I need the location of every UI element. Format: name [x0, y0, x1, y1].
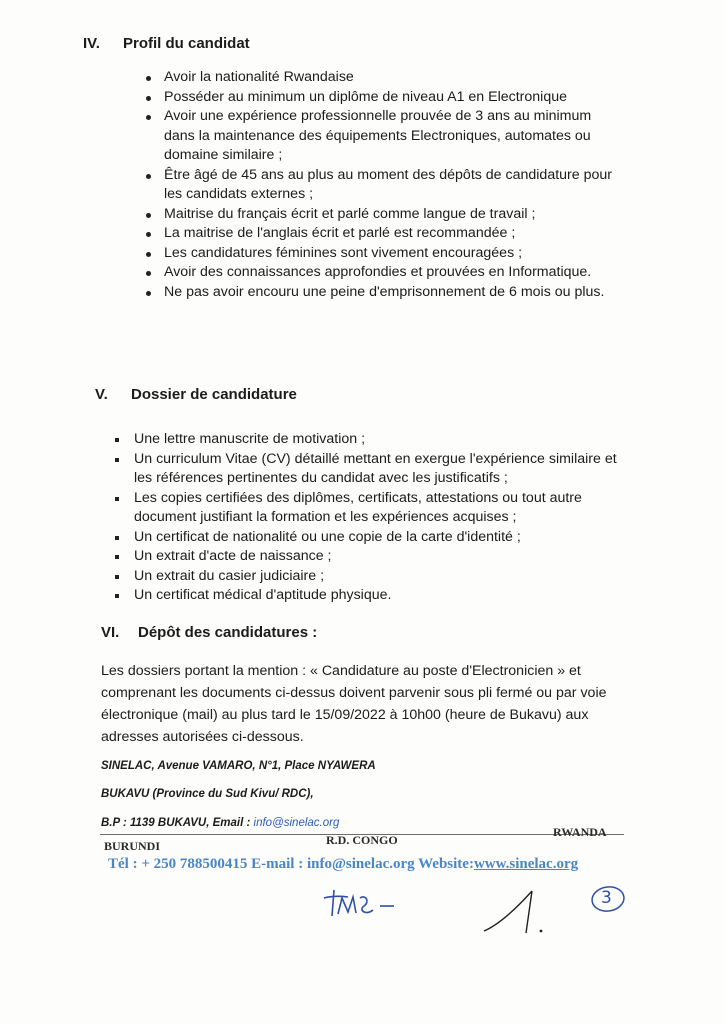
list-item: Posséder au minimum un diplôme de niveau A1 en Electronique	[142, 88, 612, 108]
address-line-3	[101, 817, 339, 829]
footer-rwanda: RWANDA	[553, 825, 607, 839]
section-title: Dépôt des candidatures :	[138, 624, 318, 641]
list-item: Avoir la nationalité Rwandaise	[142, 68, 612, 88]
list-item: Un certificat médical d'aptitude physique.	[112, 586, 624, 606]
address-line-2: BUKAVU (Province du Sud Kivu/ RDC),	[101, 788, 314, 800]
section-number: IV.	[83, 35, 100, 52]
section-number: VI.	[101, 624, 120, 641]
application-file-list	[112, 430, 624, 606]
page-number-mark	[587, 882, 627, 914]
address-po-box: B.P : 1139 BUKAVU, Email :	[101, 817, 254, 829]
list-item: Un extrait du casier judiciaire ;	[112, 567, 624, 587]
page-number: 3	[601, 888, 612, 908]
list-item: Avoir une expérience professionnelle prouvée de 3 ans au minimum dans la maintenance des équipements Electroniques, automates ou domaine similaire ;	[142, 107, 612, 166]
email-link[interactable]: info@sinelac.org	[253, 817, 340, 829]
signature-stroke	[478, 885, 553, 940]
footer-burundi: BURUNDI	[104, 839, 161, 853]
section-title: Dossier de candidature	[131, 386, 297, 403]
list-item: Avoir des connaissances approfondies et prouvées en Informatique.	[142, 263, 612, 283]
submission-paragraph: Les dossiers portant la mention : « Candidature au poste d'Electronicien » et comprenant les documents ci-dessus doivent parvenir sous pli fermé ou par voie électronique (mail) au plus tard le 15/09/2022 à 10h00 (heure de Bukavu) aux adresses autorisées ci-dessous.	[101, 663, 607, 745]
footer-contact-text: Tél : + 250 788500415 E-mail : info@sinelac.org Website:	[108, 856, 474, 872]
section-iv-heading	[83, 35, 250, 52]
section-title: Profil du candidat	[123, 35, 250, 52]
list-item: Être âgé de 45 ans au plus au moment des dépôts de candidature pour les candidats externes ;	[142, 166, 612, 205]
footer-rdc: R.D. CONGO	[326, 833, 398, 847]
footer-contact-line	[108, 856, 578, 873]
section-vi-heading	[101, 624, 317, 641]
address-line-1: SINELAC, Avenue VAMARO, N°1, Place NYAWERA	[101, 760, 376, 772]
list-item: Les copies certifiées des diplômes, certificats, attestations ou tout autre document justifiant la formation et les expériences acquises ;	[112, 489, 624, 528]
section-v-heading	[95, 386, 297, 403]
website-link[interactable]: www.sinelac.org	[473, 856, 579, 872]
list-item: Un extrait d'acte de naissance ;	[112, 547, 624, 567]
list-item: Les candidatures féminines sont vivement encouragées ;	[142, 244, 612, 264]
list-item: Ne pas avoir encouru une peine d'emprisonnement de 6 mois ou plus.	[142, 283, 612, 303]
list-item: Une lettre manuscrite de motivation ;	[112, 430, 624, 450]
list-item: Un certificat de nationalité ou une copie de la carte d'identité ;	[112, 528, 624, 548]
candidate-profile-list	[142, 68, 612, 302]
list-item: La maitrise de l'anglais écrit et parlé est recommandée ;	[142, 224, 612, 244]
signature-initials	[318, 880, 428, 925]
section-number: V.	[95, 386, 108, 403]
list-item: Maitrise du français écrit et parlé comme langue de travail ;	[142, 205, 612, 225]
list-item: Un curriculum Vitae (CV) détaillé mettant en exergue l'expérience similaire et les références pertinentes du candidat avec les justificatifs ;	[112, 450, 624, 489]
